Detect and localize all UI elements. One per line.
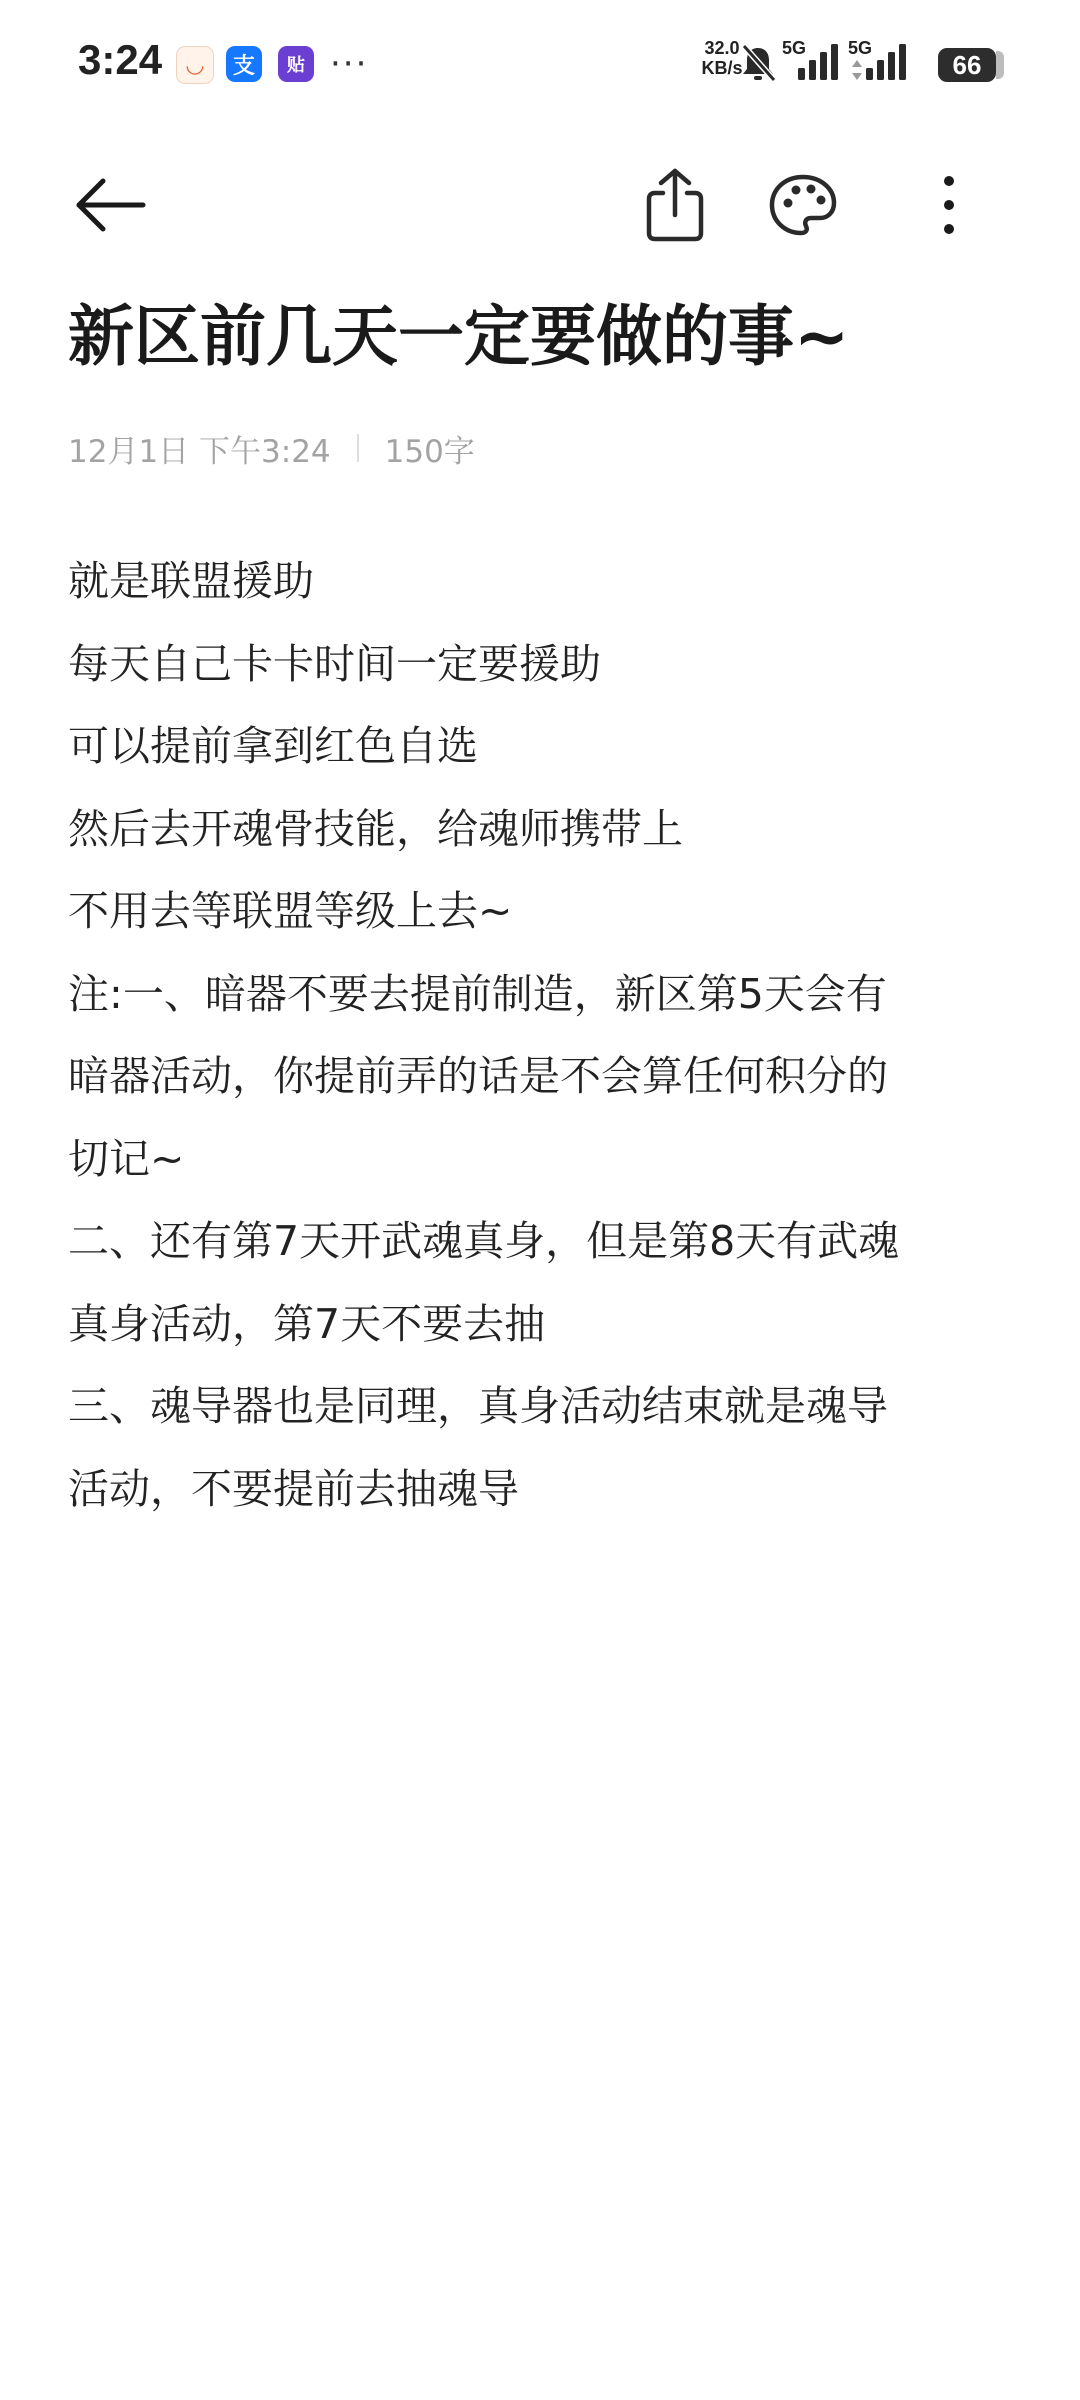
app-icon-orange: ◡ — [176, 46, 214, 84]
share-icon — [643, 167, 707, 243]
battery-level: 66 — [938, 48, 996, 82]
more-vertical-icon — [939, 173, 959, 237]
note-body[interactable] — [68, 540, 1028, 1530]
net-speed-unit: KB/s — [701, 58, 743, 78]
back-arrow-icon — [73, 175, 149, 235]
note-meta — [68, 428, 475, 468]
note-title[interactable]: 新区前几天一定要做的事~ — [68, 298, 850, 375]
note-line: 活动，不要提前去抽魂导 — [68, 1464, 519, 1513]
note-date: 12月1日 下午3:24 — [68, 433, 331, 470]
more-options-button[interactable] — [894, 150, 1004, 260]
note-line: 就是联盟援助 — [68, 557, 314, 605]
share-button[interactable] — [620, 150, 730, 260]
note-line: 三、魂导器也是同理，真身活动结束就是魂导 — [68, 1382, 888, 1430]
tieba-icon: 贴 — [278, 46, 314, 82]
note-toolbar — [0, 150, 1080, 260]
palette-icon — [768, 173, 838, 237]
note-line: 不用去等联盟等级上去~ — [68, 887, 513, 935]
note-line: 注:一、暗器不要去提前制造，新区第5天会有 — [68, 969, 887, 1018]
note-line: 二、还有第7天开武魂真身，但是第8天有武魂 — [68, 1217, 900, 1265]
note-line: 可以提前拿到红色自选 — [68, 722, 478, 770]
data-arrows-icon — [850, 58, 864, 82]
sim2-network-label: 5G — [848, 38, 873, 58]
battery-icon — [996, 51, 1004, 79]
sim2-signal-icon — [864, 42, 910, 82]
back-button[interactable] — [56, 150, 166, 260]
word-count: 150字 — [384, 433, 475, 470]
note-line: 然后去开魂骨技能，给魂师携带上 — [68, 804, 683, 853]
status-bar — [0, 0, 1080, 130]
status-time: 3:24 — [78, 36, 163, 83]
meta-divider — [357, 434, 359, 462]
note-line: 暗器活动，你提前弄的话是不会算任何积分的 — [68, 1052, 888, 1100]
alipay-icon: 支 — [226, 46, 262, 82]
note-line: 每天自己卡卡时间一定要援助 — [68, 639, 601, 688]
theme-button[interactable] — [748, 150, 858, 260]
note-line: 切记~ — [68, 1134, 185, 1183]
note-line: 真身活动，第7天不要去抽 — [68, 1299, 546, 1348]
net-speed-value: 32.0 — [704, 38, 740, 58]
sim1-signal-icon — [796, 42, 842, 82]
mute-bell-icon — [738, 42, 778, 84]
sim1-network-label: 5G — [782, 38, 807, 58]
more-notifications-icon: ··· — [330, 44, 369, 84]
